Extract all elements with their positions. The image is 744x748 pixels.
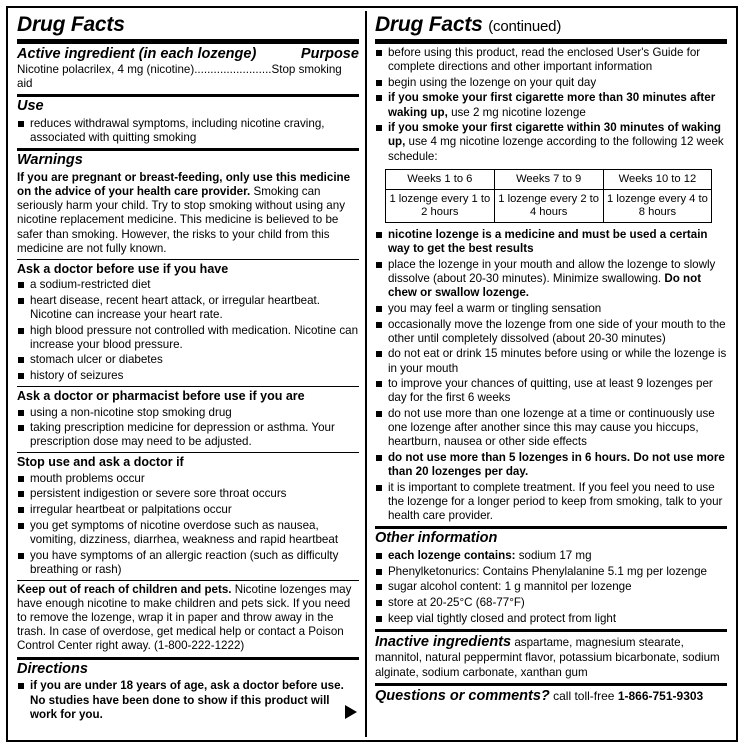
list-item <box>375 451 727 479</box>
keep-out-of-reach <box>17 583 359 654</box>
use-heading: Use <box>17 97 44 114</box>
column-header: Weeks 7 to 9 <box>494 169 603 189</box>
label-frame <box>6 6 738 742</box>
ask-doctor-list <box>17 278 359 383</box>
phone-number[interactable]: 1-866-751-9303 <box>617 688 704 703</box>
divider <box>17 94 359 97</box>
list-item: do not use more than one lozenge at a time or continuously use one lozenge after another since this may cause you hiccups, heartburn, nausea or other side effects <box>375 407 727 449</box>
purpose-heading: Purpose <box>300 46 359 63</box>
questions-section <box>375 688 727 705</box>
list-item: history of seizures <box>17 369 359 383</box>
active-ingredient-line <box>17 63 359 91</box>
list-item: Phenylketonurics: Contains Phenylalanine 5.1 mg per lozenge <box>375 565 727 579</box>
continuation-arrow-icon <box>345 705 357 719</box>
page-title-text: Drug Facts <box>374 13 483 36</box>
list-item: heart disease, recent heart attack, or irregular heartbeat. Nicotine can increase your heart rate. <box>17 294 359 322</box>
list-item: mouth problems occur <box>17 472 359 486</box>
item-bold: if you smoke your first cigarette more than 30 minutes after waking up, <box>387 91 716 119</box>
warnings-intro-rest: Smoking can seriously harm your child. Try to stop smoking without using any nicotine replacement medicine. This medicine is believed to be safer than smoking. However, the risks to your child from this medicine are not fully known. <box>17 185 345 255</box>
list-item: stomach ulcer or diabetes <box>17 353 359 367</box>
directions-list <box>17 679 359 721</box>
list-item: to improve your chances of quitting, use at least 9 lozenges per day for the first 6 weeks <box>375 377 727 405</box>
list-item: keep vial tightly closed and protect from light <box>375 612 727 626</box>
inactive-ingredients-section <box>375 634 727 680</box>
page-title: Drug Facts <box>17 13 125 36</box>
directions-bottom-list <box>375 228 727 523</box>
other-information-heading: Other information <box>374 530 498 547</box>
item-pre: place the lozenge in your mouth and allow the lozenge to slowly dissolve (about 20-30 minutes). Minimize swallowing. <box>387 258 716 286</box>
divider <box>375 629 727 632</box>
warnings-heading: Warnings <box>17 152 83 169</box>
list-item <box>375 549 727 563</box>
item-bold: if you smoke your first cigarette within 30 minutes of waking up, <box>387 121 722 149</box>
list-item: reduces withdrawal symptoms, including nicotine craving, associated with quitting smoking <box>17 117 359 145</box>
directions-heading: Directions <box>17 660 88 677</box>
active-ingredient-value: Nicotine polacrilex, 4 mg (nicotine) <box>17 62 195 76</box>
use-list <box>17 117 359 145</box>
active-ingredient-section <box>17 46 359 63</box>
list-item <box>375 121 727 163</box>
item-rest: use 2 mg nicotine lozenge <box>447 105 586 119</box>
divider <box>17 386 359 387</box>
purpose-value: Stop smoking aid <box>17 62 342 90</box>
divider <box>17 259 359 260</box>
table-cell: 1 lozenge every 1 to 2 hours <box>385 189 494 222</box>
dosing-schedule-table <box>385 169 712 224</box>
item-bold: Do not chew or swallow lozenge. <box>387 272 702 300</box>
divider <box>17 580 359 581</box>
inactive-ingredients-heading: Inactive ingredients <box>374 633 512 650</box>
list-item: you get symptoms of nicotine overdose such as nausea, vomiting, dizziness, diarrhea, weakness and rapid heartbeat <box>17 519 359 547</box>
right-column <box>367 11 733 737</box>
list-item: before using this product, read the enclosed User's Guide for complete directions and other important information <box>375 46 727 74</box>
column-header: Weeks 10 to 12 <box>603 169 712 189</box>
stop-use-heading: Stop use and ask a doctor if <box>17 455 184 470</box>
divider <box>17 657 359 660</box>
list-item <box>375 258 727 300</box>
list-item <box>375 228 727 256</box>
divider <box>17 452 359 453</box>
list-item: if you are under 18 years of age, ask a doctor before use. No studies have been done to show if this product will work for you. <box>17 679 359 721</box>
divider <box>17 39 359 44</box>
dot-leader: ........................ <box>194 62 272 76</box>
page-title-continued <box>375 14 727 36</box>
divider <box>375 39 727 44</box>
list-item: sugar alcohol content: 1 g mannitol per lozenge <box>375 580 727 594</box>
list-item: do not eat or drink 15 minutes before using or while the lozenge is in your mouth <box>375 347 727 375</box>
ask-pharmacist-heading: Ask a doctor or pharmacist before use if you are <box>17 389 305 404</box>
item-bold: do not use more than 5 lozenges in 6 hours. Do not use more than 20 lozenges per day. <box>387 450 725 479</box>
list-item: occasionally move the lozenge from one side of your mouth to the other until completely dissolved (about 20-30 minutes) <box>375 318 727 346</box>
continued-label: (continued) <box>488 18 562 35</box>
list-item: persistent indigestion or severe sore throat occurs <box>17 487 359 501</box>
ask-doctor-heading: Ask a doctor before use if you have <box>17 261 229 276</box>
list-item: a sodium-restricted diet <box>17 278 359 292</box>
list-item <box>375 91 727 119</box>
list-item: you have symptoms of an allergic reaction (such as difficulty breathing or rash) <box>17 549 359 577</box>
questions-text: call toll-free <box>549 688 618 703</box>
directions-top-list <box>375 46 727 164</box>
stop-use-list <box>17 472 359 577</box>
table-header-row <box>385 169 711 189</box>
other-information-list <box>375 549 727 626</box>
warnings-intro-bold: If you are pregnant or breast-feeding, only use this medicine on the advice of your health care provider. <box>17 170 351 199</box>
inactive-ingredients-text: aspartame, magnesium stearate, mannitol, natural peppermint flavor, potassium bicarbonate, sodium alginate, sodium carbonate, xanthan gum <box>374 635 720 679</box>
item-rest: use 4 mg nicotine lozenge according to the following 12 week schedule: <box>387 135 724 163</box>
list-item: irregular heartbeat or palpitations occur <box>17 503 359 517</box>
keep-out-bold: Keep out of reach of children and pets. <box>17 582 232 596</box>
list-item: using a non-nicotine stop smoking drug <box>17 406 359 420</box>
table-row <box>385 189 711 222</box>
table-cell: 1 lozenge every 2 to 4 hours <box>494 189 603 222</box>
active-ingredient-heading: Active ingredient (in each lozenge) <box>17 46 257 63</box>
list-item: store at 20-25°C (68-77°F) <box>375 596 727 610</box>
warnings-intro <box>17 171 359 256</box>
divider <box>17 148 359 151</box>
list-item: it is important to complete treatment. If you feel you need to use the lozenge for a longer period to keep from smoking, talk to your health care provider. <box>375 481 727 523</box>
questions-heading: Questions or comments? <box>374 687 550 704</box>
list-item: you may feel a warm or tingling sensation <box>375 302 727 316</box>
item-bold: nicotine lozenge is a medicine and must be used a certain way to get the best results <box>387 228 708 256</box>
item-rest: sodium 17 mg <box>515 549 592 563</box>
keep-out-rest: Nicotine lozenges may have enough nicotine to make children and pets sick. If you need to remove the lozenge, wrap it in paper and throw away in the trash. In case of overdose, get medical help or contact a Poison Control Center right away. (1-800-222-1222) <box>17 582 352 653</box>
ask-pharmacist-list <box>17 406 359 450</box>
list-item: taking prescription medicine for depression or asthma. Your prescription dose may need to be adjusted. <box>17 421 359 449</box>
table-cell: 1 lozenge every 4 to 8 hours <box>603 189 712 222</box>
list-item: high blood pressure not controlled with medication. Nicotine can increase your blood pressure. <box>17 324 359 352</box>
left-column <box>11 11 367 737</box>
divider <box>375 526 727 529</box>
list-item: begin using the lozenge on your quit day <box>375 76 727 90</box>
item-bold: each lozenge contains: <box>387 549 516 563</box>
column-header: Weeks 1 to 6 <box>385 169 494 189</box>
divider <box>375 683 727 686</box>
